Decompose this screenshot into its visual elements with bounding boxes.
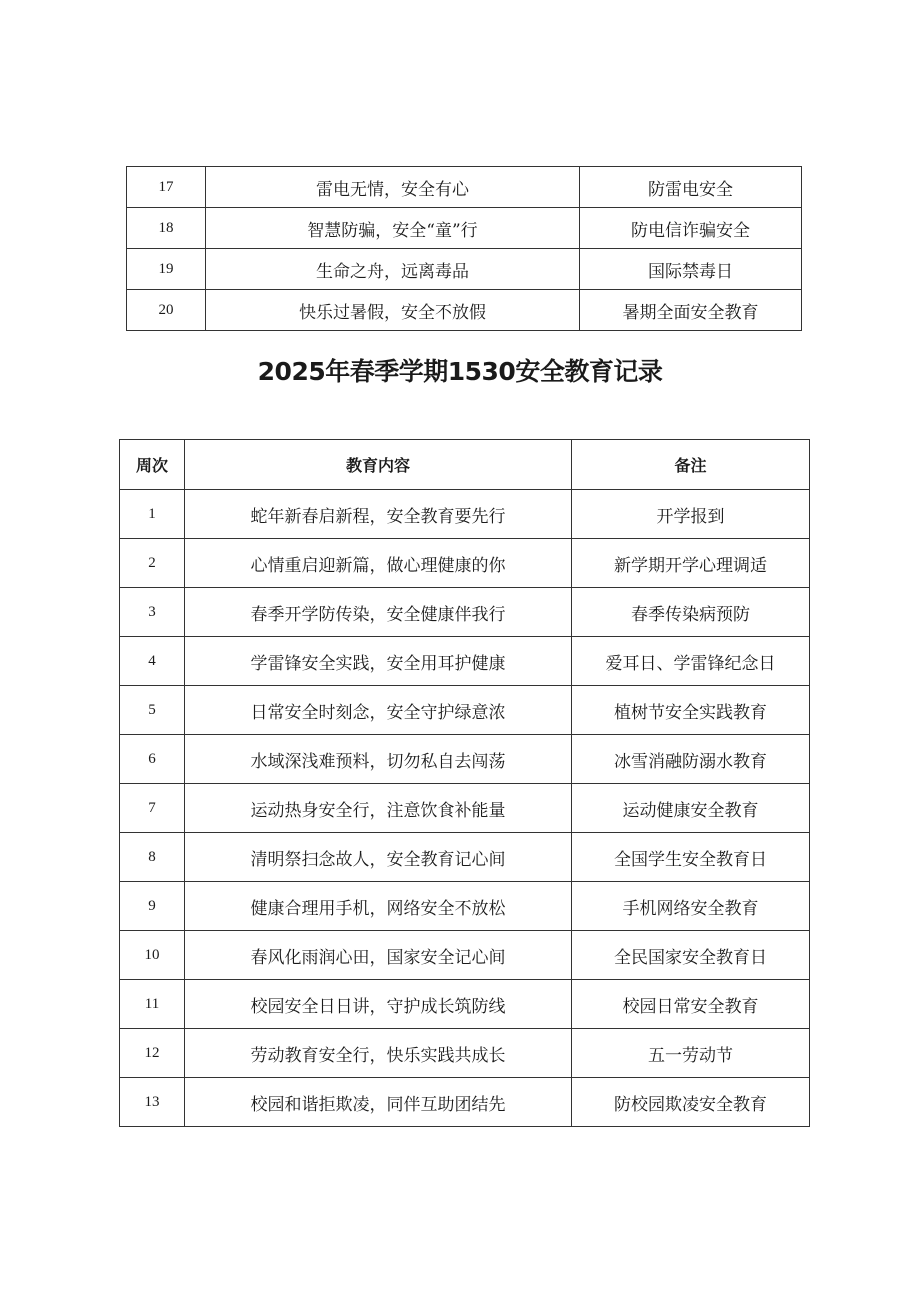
content-cell: 快乐过暑假，安全不放假 <box>206 290 580 331</box>
table-row <box>120 735 810 784</box>
week-cell: 2 <box>120 539 185 588</box>
education-record-table-body <box>120 490 810 1127</box>
table-row <box>120 1078 810 1127</box>
table-row <box>120 686 810 735</box>
week-cell: 18 <box>127 208 206 249</box>
table-header <box>120 440 810 490</box>
note-cell: 国际禁毒日 <box>580 249 802 290</box>
content-cell: 春季开学防传染，安全健康伴我行 <box>185 588 572 637</box>
table-row <box>120 588 810 637</box>
table-row <box>127 208 802 249</box>
previous-semester-table <box>126 166 802 331</box>
document-title: 2025年春季学期1530安全教育记录 <box>257 357 663 386</box>
header-note: 备注 <box>572 440 810 490</box>
note-cell: 冰雪消融防溺水教育 <box>572 735 810 784</box>
content-cell: 健康合理用手机，网络安全不放松 <box>185 882 572 931</box>
note-cell: 防雷电安全 <box>580 167 802 208</box>
note-cell: 校园日常安全教育 <box>572 980 810 1029</box>
note-cell: 春季传染病预防 <box>572 588 810 637</box>
table-row <box>120 539 810 588</box>
note-cell: 爱耳日、学雷锋纪念日 <box>572 637 810 686</box>
content-cell: 雷电无情，安全有心 <box>206 167 580 208</box>
note-cell: 新学期开学心理调适 <box>572 539 810 588</box>
education-record-table <box>119 439 810 1127</box>
content-cell: 学雷锋安全实践，安全用耳护健康 <box>185 637 572 686</box>
table-row <box>120 980 810 1029</box>
content-cell: 智慧防骗，安全“童”行 <box>206 208 580 249</box>
week-cell: 1 <box>120 490 185 539</box>
table-row <box>127 249 802 290</box>
note-cell: 五一劳动节 <box>572 1029 810 1078</box>
table-row <box>120 1029 810 1078</box>
content-cell: 校园安全日日讲，守护成长筑防线 <box>185 980 572 1029</box>
week-cell: 13 <box>120 1078 185 1127</box>
note-cell: 手机网络安全教育 <box>572 882 810 931</box>
week-cell: 6 <box>120 735 185 784</box>
header-week: 周次 <box>120 440 185 490</box>
week-cell: 9 <box>120 882 185 931</box>
table-row <box>120 637 810 686</box>
note-cell: 防电信诈骗安全 <box>580 208 802 249</box>
note-cell: 全国学生安全教育日 <box>572 833 810 882</box>
table-row <box>120 833 810 882</box>
week-cell: 11 <box>120 980 185 1029</box>
content-cell: 水域深浅难预料，切勿私自去闯荡 <box>185 735 572 784</box>
content-cell: 春风化雨润心田，国家安全记心间 <box>185 931 572 980</box>
content-cell: 校园和谐拒欺凌，同伴互助团结先 <box>185 1078 572 1127</box>
content-cell: 心情重启迎新篇，做心理健康的你 <box>185 539 572 588</box>
table-row <box>120 931 810 980</box>
table-row <box>120 490 810 539</box>
table-row <box>127 290 802 331</box>
week-cell: 3 <box>120 588 185 637</box>
week-cell: 20 <box>127 290 206 331</box>
content-cell: 清明祭扫念故人，安全教育记心间 <box>185 833 572 882</box>
week-cell: 4 <box>120 637 185 686</box>
previous-semester-table-body <box>127 167 802 331</box>
week-cell: 7 <box>120 784 185 833</box>
week-cell: 19 <box>127 249 206 290</box>
content-cell: 劳动教育安全行，快乐实践共成长 <box>185 1029 572 1078</box>
note-cell: 植树节安全实践教育 <box>572 686 810 735</box>
header-row <box>120 440 810 490</box>
week-cell: 17 <box>127 167 206 208</box>
content-cell: 运动热身安全行，注意饮食补能量 <box>185 784 572 833</box>
table-row <box>127 167 802 208</box>
content-cell: 日常安全时刻念，安全守护绿意浓 <box>185 686 572 735</box>
table-row <box>120 784 810 833</box>
note-cell: 开学报到 <box>572 490 810 539</box>
table-row <box>120 882 810 931</box>
note-cell: 运动健康安全教育 <box>572 784 810 833</box>
week-cell: 5 <box>120 686 185 735</box>
week-cell: 12 <box>120 1029 185 1078</box>
week-cell: 8 <box>120 833 185 882</box>
header-content: 教育内容 <box>185 440 572 490</box>
note-cell: 防校园欺凌安全教育 <box>572 1078 810 1127</box>
note-cell: 全民国家安全教育日 <box>572 931 810 980</box>
content-cell: 生命之舟，远离毒品 <box>206 249 580 290</box>
content-cell: 蛇年新春启新程，安全教育要先行 <box>185 490 572 539</box>
week-cell: 10 <box>120 931 185 980</box>
note-cell: 暑期全面安全教育 <box>580 290 802 331</box>
